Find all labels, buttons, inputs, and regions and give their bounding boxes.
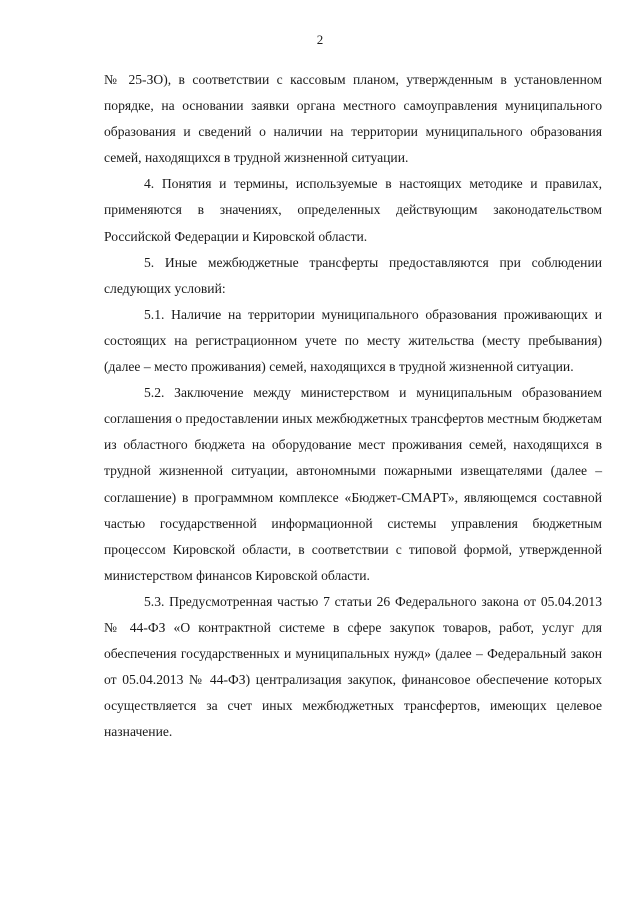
document-body bbox=[104, 67, 602, 745]
page-number: 2 bbox=[316, 32, 324, 47]
paragraph-5-3: 5.3. Предусмотренная частью 7 статьи 26 Федерального закона от 05.04.2013 № 44-ФЗ «О контрактной системе в сфере закупок товаров, работ, услуг для обеспечения государственных и муниципальных нужд» (далее – Федеральный закон от 05.04.2013 № 44-ФЗ) централизация закупок, финансовое обеспечение которых осуществляется за счет иных межбюджетных трансфертов, имеющих целевое назначение. bbox=[104, 593, 602, 740]
paragraph-continuation: № 25-ЗО), в соответствии с кассовым планом, утвержденным в установленном порядке, на основании заявки органа местного самоуправления муниципального образования и сведений о наличии на территории муниципального образования семей, находящихся в трудной жизненной ситуации. bbox=[104, 72, 602, 166]
paragraph-5-1: 5.1. Наличие на территории муниципального образования проживающих и состоящих на регистрационном учете по месту жительства (месту пребывания) (далее – место проживания) семей, находящихся в трудной жизненной ситуации. bbox=[104, 306, 602, 375]
paragraph-5: 5. Иные межбюджетные трансферты предоставляются при соблюдении следующих условий: bbox=[104, 254, 602, 296]
paragraph-4: 4. Понятия и термины, используемые в настоящих методике и правилах, применяются в значениях, определенных действующим законодательством Российской Федерации и Кировской области. bbox=[104, 176, 602, 244]
paragraph-5-2: 5.2. Заключение между министерством и муниципальным образованием соглашения о предоставлении иных межбюджетных трансфертов местным бюджетам из областного бюджета на оборудование мест проживания семей, находящихся в трудной жизненной ситуации, автономными пожарными извещателями (далее – соглашение) в программном комплексе «Бюджет-СМАРТ», являющемся составной частью государственной информационной системы управления бюджетным процессом Кировской области, в соответствии с типовой формой, утвержденной министерством финансов Кировской области. bbox=[104, 385, 602, 583]
